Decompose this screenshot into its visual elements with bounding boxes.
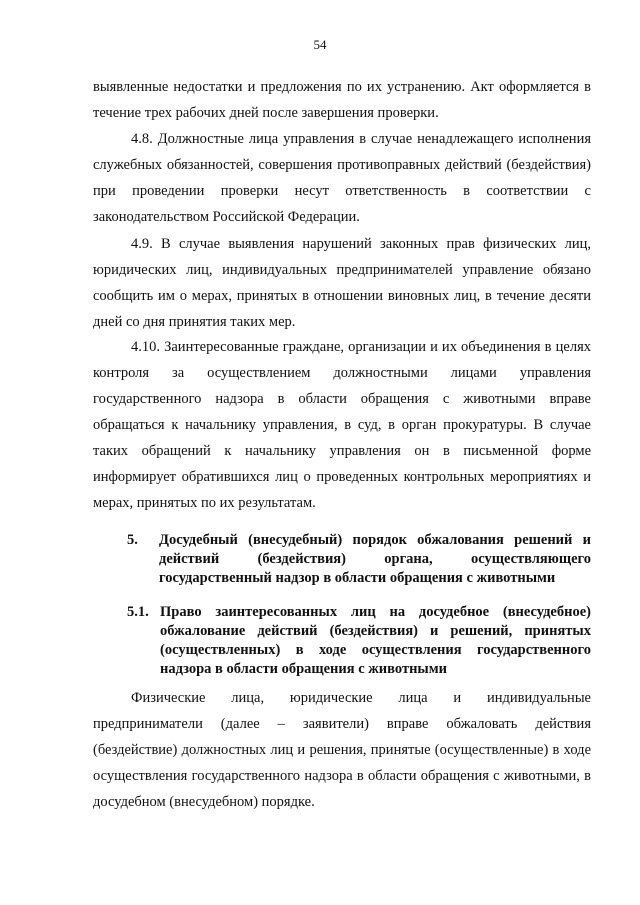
section-5-1-number: 5.1. (127, 604, 149, 620)
paragraph-4-10: 4.10. Заинтересованные граждане, организации и их объединения в целях контроля за осуществлением должностными лицами управления государственного надзора в области обращения с животными вправе обращаться к начальнику управления, в суд, в орган прокуратуры. В случае таких обращений к начальнику управления он в письменной форме информирует обратившихся лиц о проведенных контрольных мероприятиях и мерах, принятых по их результатам. (93, 339, 591, 511)
paragraph-4-8: 4.8. Должностные лица управления в случае ненадлежащего исполнения служебных обязанностей, совершения противоправных действий (бездействия) при проведении проверки несут ответственность в соответствии с законодательством Российской Федерации. (93, 131, 591, 225)
paragraph-4-9: 4.9. В случае выявления нарушений законных прав физических лиц, юридических лиц, индивидуальных предпринимателей управление обязано сообщить им о мерах, принятых в отношении виновных лиц, в течение десяти дней со дня принятия таких мер. (93, 236, 591, 330)
paragraph-act-timing: выявленные недостатки и предложения по их устранению. Акт оформляется в течение трех рабочих дней после завершения проверки. (93, 79, 591, 121)
section-5-number: 5. (127, 532, 138, 548)
section-5-1-heading (93, 603, 591, 683)
page-number: 54 (313, 37, 327, 52)
section-5-heading (93, 531, 591, 591)
section-5-title: Досудебный (внесудебный) порядок обжалования решений и действий (бездействия) органа, осуществляющего государственный надзор в области обращения с животными (159, 532, 591, 586)
paragraph-appeal-rights: Физические лица, юридические лица и индивидуальные предприниматели (далее – заявители) вправе обжаловать действия (бездействие) должностных лиц и решения, принятые (осуществленные) в ходе осуществления государственного надзора в области обращения с животными, в досудебном (внесудебном) порядке. (93, 690, 591, 810)
section-5-1-title: Право заинтересованных лиц на досудебное (внесудебное) обжалование действий (бездействия) и решений, принятых (осуществленных) в ходе осуществления государственного надзора в области обращения с животными (160, 604, 591, 677)
